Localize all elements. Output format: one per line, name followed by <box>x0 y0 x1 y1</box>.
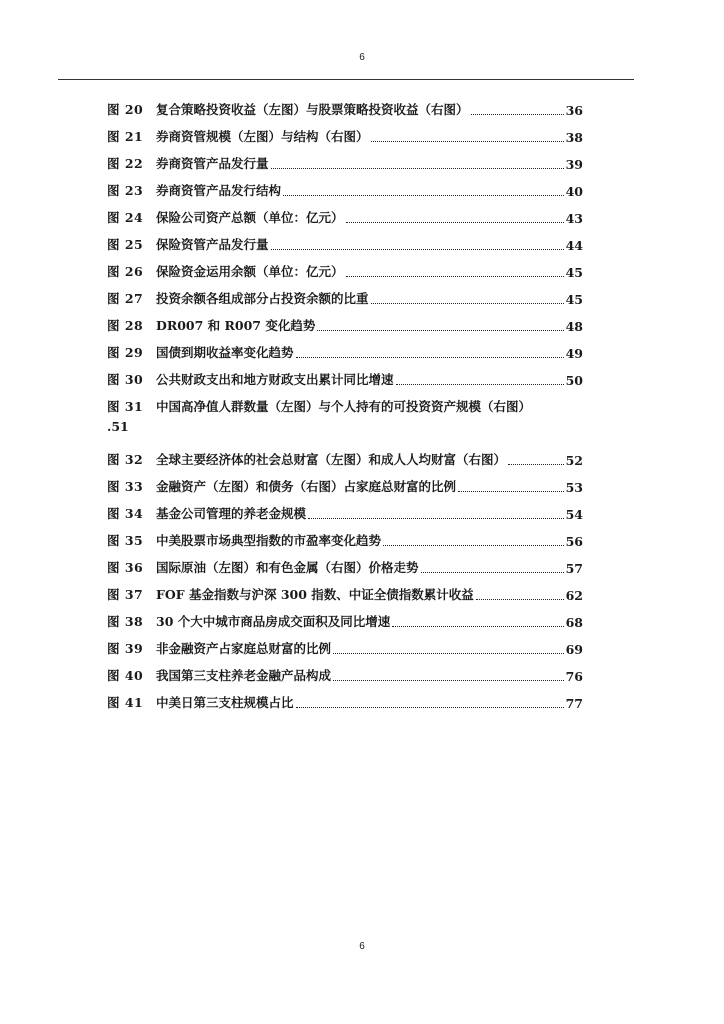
toc-entry-title: 券商资管规模（左图）与结构（右图） <box>156 129 369 144</box>
toc-leader <box>371 303 564 304</box>
toc-entry-label: 图 30 <box>107 372 144 387</box>
toc-entry-title: 金融资产（左图）和债务（右图）占家庭总财富的比例 <box>156 479 457 494</box>
toc-entry-page: 53 <box>565 480 583 495</box>
toc-entry-title: 30 个大中城市商品房成交面积及同比增速 <box>156 614 391 629</box>
toc-entry-page: 43 <box>565 211 583 226</box>
toc-entry-page: 62 <box>565 588 583 603</box>
toc-entry-title: 国际原油（左图）和有色金属（右图）价格走势 <box>156 560 419 575</box>
toc-entry-label: 图 24 <box>107 210 144 225</box>
toc-entry-title: 保险资管产品发行量 <box>156 237 269 252</box>
toc-entry-label: 图 31 <box>107 399 144 414</box>
header-rule <box>58 79 634 80</box>
toc-entry-title: DR007 和 R007 变化趋势 <box>156 318 316 333</box>
toc-entry[interactable] <box>107 604 583 630</box>
toc-entry[interactable] <box>107 173 583 199</box>
toc-leader <box>271 249 564 250</box>
toc-entry[interactable] <box>107 92 583 118</box>
toc-entry[interactable] <box>107 335 583 361</box>
toc-entry-page: 48 <box>565 319 583 334</box>
toc-entry[interactable] <box>107 281 583 307</box>
toc-entry-page: 49 <box>565 346 583 361</box>
toc-entry-label: 图 32 <box>107 452 144 467</box>
toc-leader <box>317 330 563 331</box>
toc-leader <box>392 626 563 627</box>
toc-entry-title: 全球主要经济体的社会总财富（左图）和成人人均财富（右图） <box>156 452 507 467</box>
toc-entry[interactable] <box>107 523 583 549</box>
toc-entry[interactable] <box>107 658 583 684</box>
toc-entry-label: 图 28 <box>107 318 144 333</box>
toc-entry-page: 45 <box>565 265 583 280</box>
toc-entry-label: 图 22 <box>107 156 144 171</box>
toc-entry-page: 54 <box>565 507 583 522</box>
toc-entry-label: 图 21 <box>107 129 144 144</box>
toc-entry-page: 52 <box>565 453 583 468</box>
toc-entry-page: 38 <box>565 130 583 145</box>
toc-entry-title: 公共财政支出和地方财政支出累计同比增速 <box>156 372 394 387</box>
toc-entry-page-wrapped: .51 <box>107 419 129 434</box>
toc-entry[interactable] <box>107 496 583 522</box>
toc-entry-label: 图 33 <box>107 479 144 494</box>
toc-leader <box>296 357 564 358</box>
toc-leader <box>296 707 564 708</box>
toc-leader <box>346 276 564 277</box>
toc-entry-page: 68 <box>565 615 583 630</box>
toc-entry-label: 图 34 <box>107 506 144 521</box>
toc-entry-title: 复合策略投资收益（左图）与股票策略投资收益（右图） <box>156 102 469 117</box>
toc-leader <box>383 545 564 546</box>
toc-entry-page: 36 <box>565 103 583 118</box>
toc-entry-page: 40 <box>565 184 583 199</box>
toc-entry[interactable] <box>107 631 583 657</box>
footer-page-number: 6 <box>359 941 365 952</box>
toc-leader <box>308 518 564 519</box>
toc-entry-label: 图 38 <box>107 614 144 629</box>
toc-entry[interactable] <box>107 254 583 280</box>
toc-entry-page: 44 <box>565 238 583 253</box>
toc-entry-page: 45 <box>565 292 583 307</box>
toc-leader <box>346 222 564 223</box>
toc-entry-label: 图 29 <box>107 345 144 360</box>
toc-leader <box>458 491 564 492</box>
toc-leader <box>421 572 564 573</box>
toc-entry-title: 投资余额各组成部分占投资余额的比重 <box>156 291 369 306</box>
toc-entry-title: 中美股票市场典型指数的市盈率变化趋势 <box>156 533 382 548</box>
toc-entry-page: 77 <box>565 696 583 711</box>
toc-entry-title: 非金融资产占家庭总财富的比例 <box>156 641 332 656</box>
toc-entry-label: 图 20 <box>107 102 144 117</box>
toc-entry[interactable] <box>107 577 583 603</box>
toc-entry[interactable] <box>107 119 583 145</box>
toc-entry-title: 我国第三支柱养老金融产品构成 <box>156 668 332 683</box>
toc-entry[interactable] <box>107 685 583 711</box>
toc-entry[interactable] <box>107 200 583 226</box>
toc-entry-label: 图 40 <box>107 668 144 683</box>
toc-entry-page: 57 <box>565 561 583 576</box>
toc-entry-label: 图 41 <box>107 695 144 710</box>
toc-entry[interactable] <box>107 362 583 388</box>
toc-entry-label: 图 27 <box>107 291 144 306</box>
toc-entry-title: 国债到期收益率变化趋势 <box>156 345 294 360</box>
toc-leader <box>333 680 564 681</box>
toc-entry-page: 39 <box>565 157 583 172</box>
toc-leader <box>396 384 564 385</box>
toc-entry-label: 图 37 <box>107 587 144 602</box>
toc-entry-page: 56 <box>565 534 583 549</box>
toc-entry-title: 保险资金运用余额（单位：亿元） <box>156 264 344 279</box>
toc-entry-title: 保险公司资产总额（单位：亿元） <box>156 210 344 225</box>
toc-leader <box>271 168 564 169</box>
toc-entry-label: 图 25 <box>107 237 144 252</box>
toc-entry-page: 50 <box>565 373 583 388</box>
toc-entry[interactable] <box>107 550 583 576</box>
toc-entry-label: 图 39 <box>107 641 144 656</box>
toc-entry-label: 图 36 <box>107 560 144 575</box>
toc-entry-page: 76 <box>565 669 583 684</box>
toc-leader <box>476 599 564 600</box>
toc-entry-title: 基金公司管理的养老金规模 <box>156 506 307 521</box>
toc-entry[interactable] <box>107 442 583 468</box>
toc-leader <box>283 195 564 196</box>
header-page-number: 6 <box>359 52 365 63</box>
toc-entry-title: 中国高净值人群数量（左图）与个人持有的可投资资产规模（右图） <box>156 399 532 414</box>
toc-entry-label: 图 26 <box>107 264 144 279</box>
toc-leader <box>371 141 564 142</box>
toc-entry-label: 图 35 <box>107 533 144 548</box>
toc-entry[interactable] <box>107 227 583 253</box>
toc-entry-title: 券商资管产品发行量 <box>156 156 269 171</box>
toc-entry-title: FOF 基金指数与沪深 300 指数、中证全债指数累计收益 <box>156 587 474 602</box>
toc-entry-title: 券商资管产品发行结构 <box>156 183 282 198</box>
toc-entry[interactable] <box>107 308 583 334</box>
toc-leader <box>333 653 564 654</box>
toc-entry-title: 中美日第三支柱规模占比 <box>156 695 294 710</box>
toc-entry-label: 图 23 <box>107 183 144 198</box>
toc-entry[interactable] <box>107 389 583 415</box>
toc-entry-page: 69 <box>565 642 583 657</box>
toc-leader <box>508 464 564 465</box>
toc-entry[interactable] <box>107 146 583 172</box>
toc-entry[interactable] <box>107 469 583 495</box>
toc-leader <box>471 114 564 115</box>
